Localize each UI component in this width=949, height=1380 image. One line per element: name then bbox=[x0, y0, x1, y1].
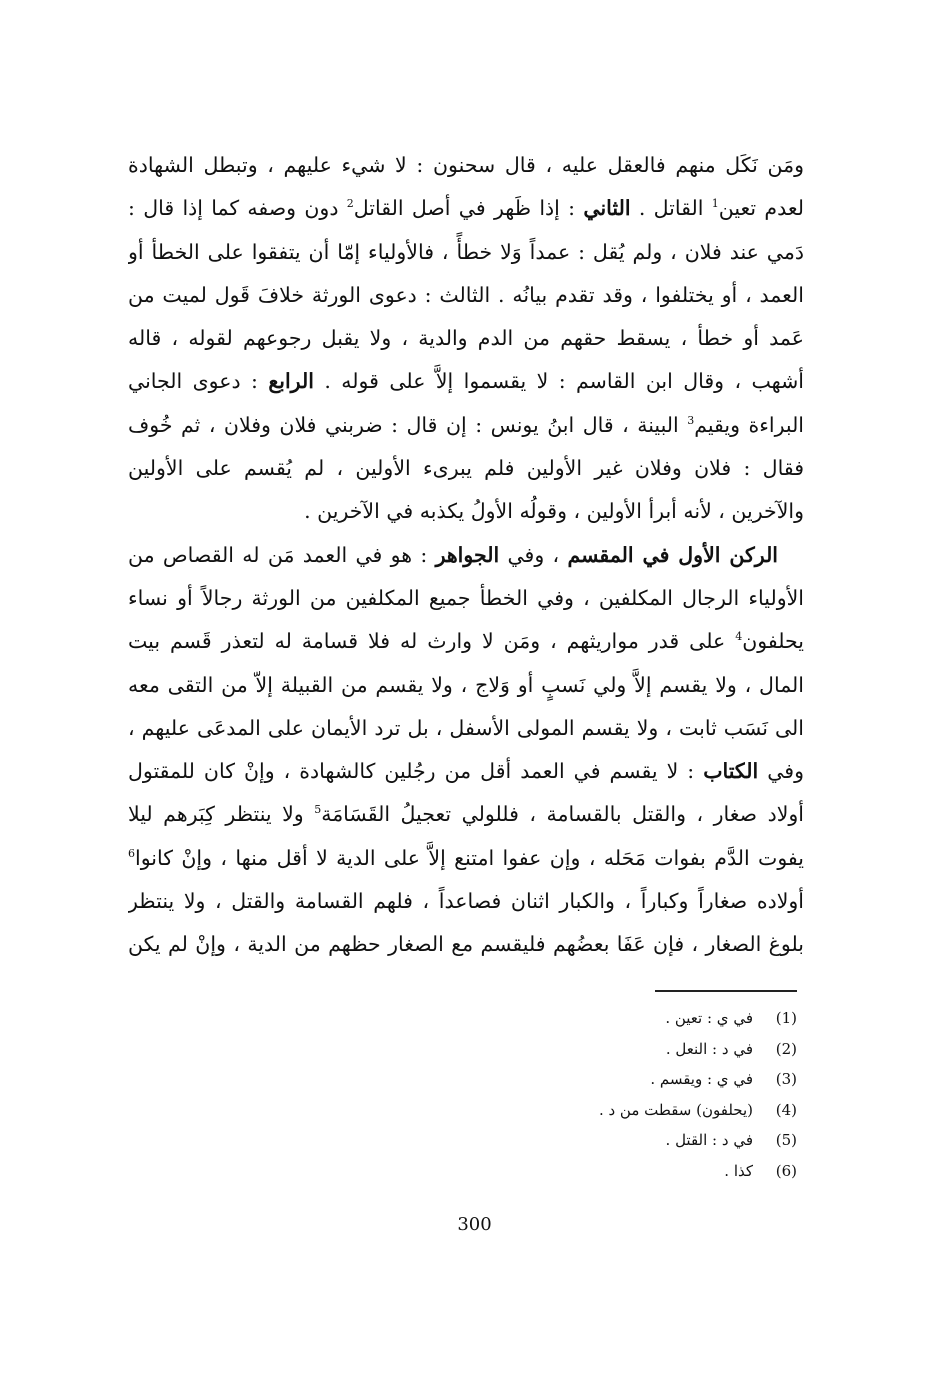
text-line bbox=[128, 577, 804, 620]
footnote-separator bbox=[655, 990, 797, 992]
footnote-number: (5) bbox=[775, 1131, 797, 1150]
text-run: دون وصفه كما إذا قال : bbox=[128, 196, 347, 221]
text-run: والآخرين ، لأنه أبرأ الأولين ، وقولُه الأولُ يكذبه في الآخرين . bbox=[304, 499, 804, 524]
footnote-text: في د : النعل . bbox=[665, 1039, 753, 1058]
footnote-marker: 1 bbox=[711, 197, 719, 211]
text-line bbox=[128, 447, 804, 490]
footnote-number: (4) bbox=[775, 1100, 797, 1119]
text-run: البراءة ويقيم bbox=[694, 412, 804, 437]
text-run: ، وفي bbox=[499, 542, 568, 567]
footnote-text: في د : القتل . bbox=[665, 1131, 753, 1150]
text-line bbox=[128, 793, 804, 836]
text-line bbox=[128, 274, 804, 317]
footnote-text: كذا . bbox=[724, 1161, 753, 1180]
footnote-number: (2) bbox=[775, 1039, 797, 1058]
footnote-text: في ي : ويقسم . bbox=[650, 1070, 753, 1089]
text-line bbox=[128, 880, 804, 923]
main-text bbox=[128, 144, 804, 967]
text-run: الى نَسَب ثابت ، ولا يقسم المولى الأسفل ، بل ترد الأيمان على المدعَى عليهم ، bbox=[128, 715, 804, 740]
text-run: : دعوى الجاني bbox=[128, 369, 269, 394]
footnote-marker: 6 bbox=[128, 846, 135, 860]
footnote-number: (6) bbox=[775, 1161, 797, 1180]
footnote-number: (3) bbox=[775, 1070, 797, 1089]
bold-term: الركن الأول في المقسم bbox=[567, 542, 779, 567]
text-run: عَمد أو خطأ ، يسقط حقهم من الدم والدية ، ولا يقبل رجوعهم لقوله ، قاله bbox=[128, 326, 804, 351]
text-run: وفي bbox=[758, 759, 804, 784]
text-line bbox=[128, 360, 804, 403]
text-line bbox=[128, 534, 804, 577]
footnote-marker: 4 bbox=[735, 630, 743, 644]
footnote-item bbox=[297, 1003, 797, 1034]
text-run: : لا يقسم في العمد أقل من رجُلين كالشهادة ، وإنْ كان للمقتول bbox=[128, 759, 704, 784]
text-line bbox=[128, 404, 804, 447]
text-run: ولا ينتظر كِبَرهم ليلا bbox=[128, 802, 315, 827]
footnote-item bbox=[297, 1095, 797, 1126]
footnote-text: (يحلفون) سقطت من د . bbox=[598, 1100, 753, 1119]
text-line bbox=[128, 317, 804, 360]
text-line bbox=[128, 923, 804, 966]
text-run: البينة ، قال ابنُ يونس : إن قال : ضربني فلان وفلان ، ثم خُوف bbox=[128, 412, 688, 437]
text-line bbox=[128, 664, 804, 707]
text-run: فقال : فلان وفلان غير الأولين فلم يبرىء الأولين ، لم يُقسم على الأولين bbox=[128, 456, 804, 481]
text-line bbox=[128, 490, 804, 533]
bold-term: الثاني bbox=[583, 196, 631, 221]
text-line bbox=[128, 620, 804, 663]
footnote-marker: 3 bbox=[687, 413, 695, 427]
bold-term: الجواهر bbox=[435, 542, 500, 567]
bold-term: الرابع bbox=[268, 369, 314, 394]
text-run: أشهب ، وقال ابن القاسم : لا يقسموا إلاَّ على قوله . bbox=[313, 369, 804, 394]
footnote-item bbox=[297, 1064, 797, 1095]
text-run: دَمي عند فلان ، ولم يُقل : عمداً وَلا خطأً ، فالأولياء إمّا أن يتفقوا على الخطأ أو bbox=[128, 239, 804, 264]
footnote-marker: 2 bbox=[346, 197, 354, 211]
text-run: : هو في العمد مَن له القصاص من bbox=[128, 542, 436, 567]
text-line bbox=[128, 837, 804, 880]
bold-term: الكتاب bbox=[703, 759, 759, 784]
text-line bbox=[128, 707, 804, 750]
text-run: المال ، ولا يقسم إلاَّ ولي نَسبٍ أو وَلاج ، ولا يقسم من القبيلة إلاّ من التقى معه bbox=[128, 672, 804, 697]
text-run: أولاده صغاراً وكباراً ، والكبار اثنان فصاعداً ، فلهم القسامة والقتل ، ولا ينتظر bbox=[128, 889, 804, 914]
footnote-marker: 5 bbox=[314, 803, 322, 817]
page-number: 300 bbox=[457, 1214, 492, 1235]
text-run: يحلفون bbox=[742, 629, 804, 654]
text-run: ومَن نَكَل منهم فالعقل عليه ، قال سحنون : لا شيء عليهم ، وتبطل الشهادة bbox=[128, 153, 804, 177]
text-run: الأولياء الرجال المكلفين ، وفي الخطأ جميع المكلفين من الورثة رجالاً أو نساء bbox=[128, 585, 804, 610]
footnote-text: في ي : تعين . bbox=[665, 1009, 753, 1027]
text-run: لعدم تعين bbox=[718, 196, 804, 221]
footnotes bbox=[297, 1003, 797, 1187]
footnote-item bbox=[297, 1156, 797, 1187]
text-run: على قدر مواريثهم ، ومَن لا وارث له فلا قسامة له لتعذر قَسم بيت bbox=[128, 629, 736, 654]
text-run: العمد ، أو يختلفوا ، وقد تقدم بيانُه . الثالث : دعوى الورثة خلافَ قَول لميت من bbox=[128, 282, 804, 307]
footnote-item bbox=[297, 1125, 797, 1156]
footnote-number: (1) bbox=[775, 1009, 797, 1027]
text-line bbox=[128, 750, 804, 793]
text-run: يفوت الدَّم بفوات مَحَله ، وإن عفوا امتنع إلاَّ على الدية لا أقل منها ، وإنْ كانوا bbox=[135, 845, 804, 870]
text-run: بلوغ الصغار ، فإن عَفَا بعضُهم فليقسم مع الصغار حظهم من الدية ، وإنْ لم يكن bbox=[128, 932, 804, 957]
text-run: : إذا ظَهر في أصل القاتل bbox=[353, 196, 584, 221]
text-line bbox=[128, 231, 804, 274]
text-run: أولاد صغار ، والقتل بالقسامة ، فللولي تعجيلُ القَسَامَة bbox=[321, 802, 804, 827]
footnote-item bbox=[297, 1034, 797, 1065]
text-line bbox=[128, 187, 804, 230]
text-run: القاتل . bbox=[630, 196, 712, 221]
text-line bbox=[128, 144, 804, 187]
